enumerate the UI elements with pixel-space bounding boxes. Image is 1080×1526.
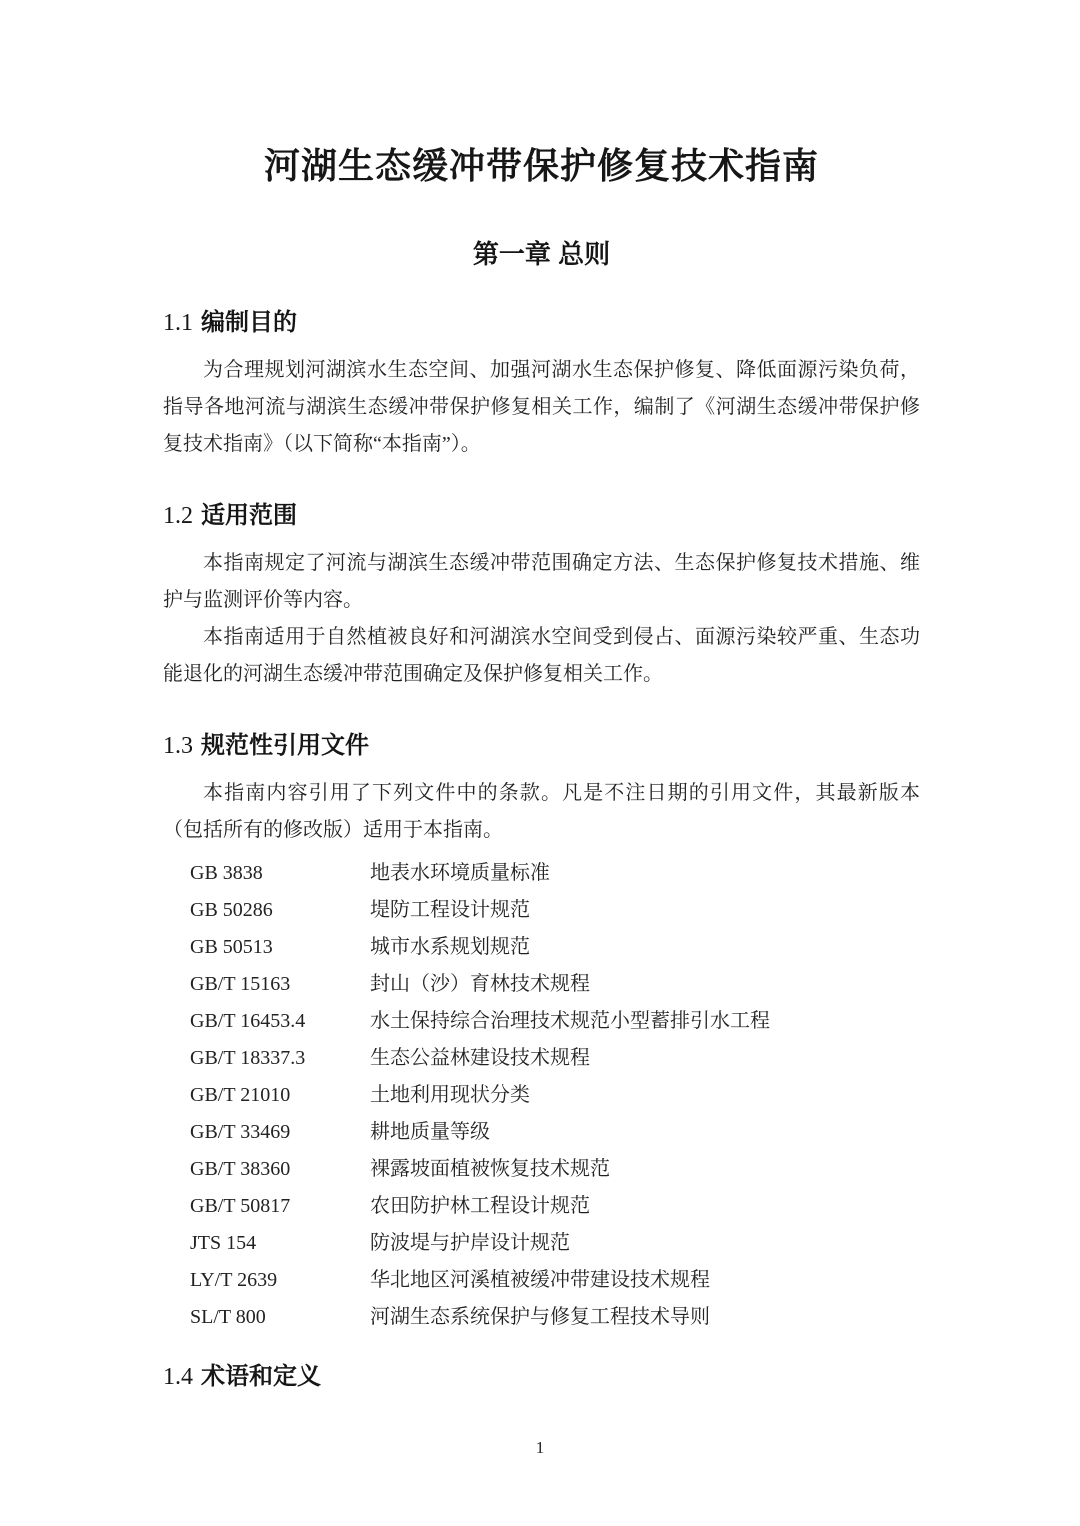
reference-code: LY/T 2639	[190, 1269, 278, 1291]
reference-code: GB 50286	[190, 899, 273, 921]
reference-title: 华北地区河溪植被缓冲带建设技术规程	[370, 1269, 710, 1291]
reference-row	[190, 1188, 920, 1225]
reference-title: 封山（沙）育林技术规程	[370, 973, 590, 995]
reference-row	[190, 855, 920, 892]
reference-code: GB/T 15163	[190, 973, 291, 995]
reference-row	[190, 1299, 920, 1336]
reference-title: 防波堤与护岸设计规范	[370, 1232, 570, 1254]
reference-code: GB 50513	[190, 936, 273, 958]
reference-code: GB 3838	[190, 862, 263, 884]
section-1-1-label: 编制目的	[201, 309, 297, 336]
reference-title: 水土保持综合治理技术规范小型蓄排引水工程	[370, 1010, 770, 1032]
reference-row	[190, 1040, 920, 1077]
section-1-3-label: 规范性引用文件	[201, 732, 369, 759]
paragraph: 本指南内容引用了下列文件中的条款。凡是不注日期的引用文件，其最新版本（包括所有的修改版）适用于本指南。	[163, 782, 920, 841]
reference-title: 河湖生态系统保护与修复工程技术导则	[370, 1306, 710, 1328]
reference-code: GB/T 18337.3	[190, 1047, 306, 1069]
section-1-1-number: 1.1	[163, 310, 193, 336]
references-list	[163, 855, 920, 1336]
reference-row	[190, 1262, 920, 1299]
paragraph: 本指南规定了河流与湖滨生态缓冲带范围确定方法、生态保护修复技术措施、维护与监测评价等内容。	[163, 552, 920, 611]
section-1-2-heading	[163, 501, 920, 531]
reference-code: GB/T 50817	[190, 1195, 291, 1217]
section-1-1-body	[163, 352, 920, 463]
reference-code: GB/T 38360	[190, 1158, 291, 1180]
reference-row	[190, 929, 920, 966]
section-1-3-number: 1.3	[163, 733, 193, 759]
paragraph: 为合理规划河湖滨水生态空间、加强河湖水生态保护修复、降低面源污染负荷，指导各地河流与湖滨生态缓冲带保护修复相关工作，编制了《河湖生态缓冲带保护修复技术指南》（以下简称“本指南”）。	[163, 359, 920, 455]
reference-code: JTS 154	[190, 1232, 257, 1254]
reference-title: 生态公益林建设技术规程	[370, 1047, 590, 1069]
section-1-2-body	[163, 545, 920, 693]
reference-title: 耕地质量等级	[370, 1121, 490, 1143]
reference-row	[190, 1077, 920, 1114]
section-1-3-heading	[163, 731, 920, 761]
reference-code: GB/T 21010	[190, 1084, 291, 1106]
reference-title: 城市水系规划规范	[370, 936, 530, 958]
section-1-3-body	[163, 775, 920, 849]
reference-code: GB/T 33469	[190, 1121, 291, 1143]
section-1-4-heading	[163, 1362, 920, 1392]
reference-title: 农田防护林工程设计规范	[370, 1195, 590, 1217]
reference-title: 土地利用现状分类	[370, 1084, 530, 1106]
reference-row	[190, 966, 920, 1003]
reference-code: SL/T 800	[190, 1306, 266, 1328]
reference-title: 裸露坡面植被恢复技术规范	[370, 1158, 610, 1180]
page-number: 1	[535, 1438, 545, 1457]
reference-row	[190, 1151, 920, 1188]
reference-title: 地表水环境质量标准	[370, 862, 550, 884]
reference-row	[190, 1114, 920, 1151]
section-1-2-number: 1.2	[163, 503, 193, 529]
section-1-4-number: 1.4	[163, 1364, 193, 1390]
reference-row	[190, 1003, 920, 1040]
chapter-heading: 第一章 总则	[472, 239, 611, 269]
reference-row	[190, 1225, 920, 1262]
reference-title: 堤防工程设计规范	[370, 899, 530, 921]
document-title: 河湖生态缓冲带保护修复技术指南	[263, 145, 819, 186]
section-1-2-label: 适用范围	[201, 502, 297, 529]
reference-code: GB/T 16453.4	[190, 1010, 306, 1032]
section-1-4-label: 术语和定义	[201, 1363, 321, 1390]
reference-row	[190, 892, 920, 929]
paragraph: 本指南适用于自然植被良好和河湖滨水空间受到侵占、面源污染较严重、生态功能退化的河湖生态缓冲带范围确定及保护修复相关工作。	[163, 626, 920, 685]
section-1-1-heading	[163, 308, 920, 338]
